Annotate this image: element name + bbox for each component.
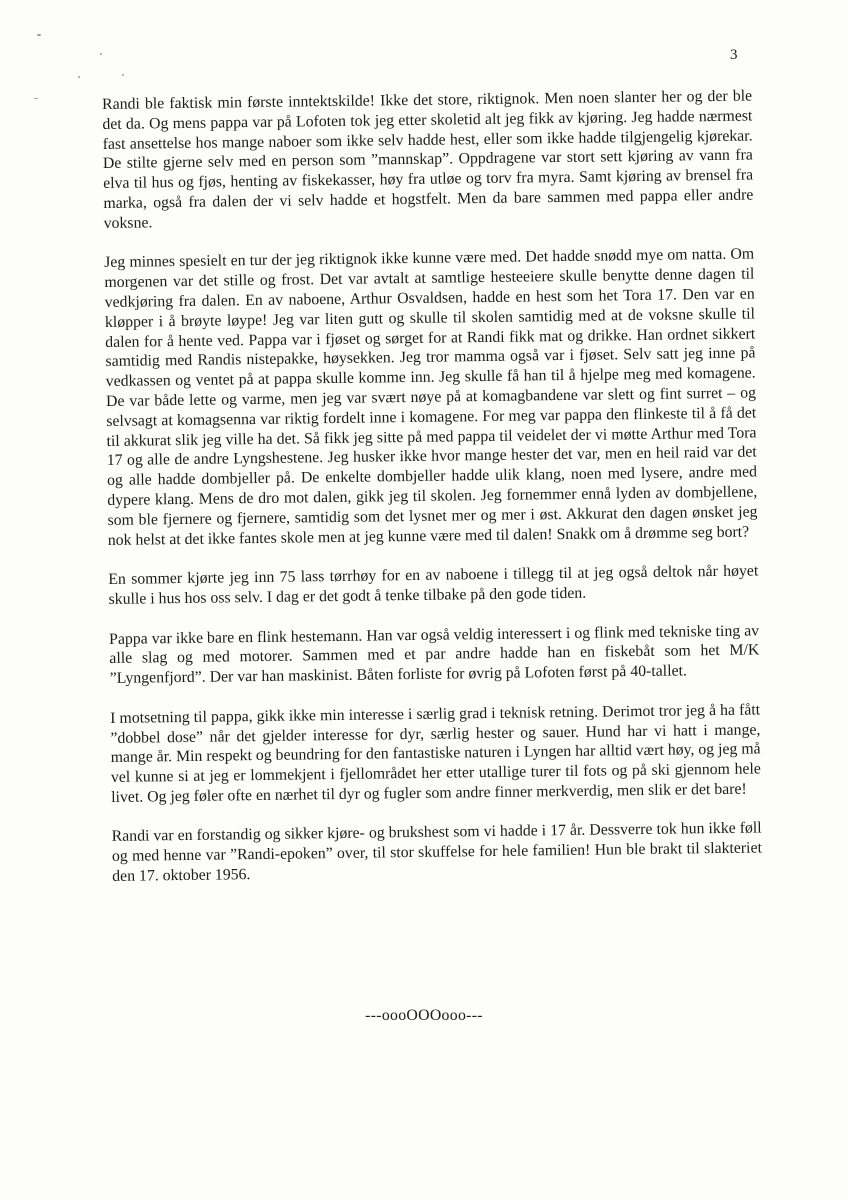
paragraph: Pappa var ikke bare en flink hestemann. Han var også veldig interessert i og flink med tekniske ting av alle slag og med motorer. Sammen med et par andre hadde han en fiskebåt som het M/K ”Lyngenfjord”. Der var han maskinist. Båten forliste for øvrig på Lofoten først på 40-tallet. (109, 621, 760, 688)
page-number: 3 (730, 47, 738, 63)
paragraph: En sommer kjørte jeg inn 75 lass tørrhøy for en av naboene i tillegg til at jeg også deltok når høyet skulle i hus hos oss selv. I dag er det godt å tenke tilbake på den gode tiden. (108, 562, 759, 608)
scan-speck (78, 76, 80, 78)
body-text (102, 86, 763, 906)
scan-speck (100, 53, 102, 55)
paragraph: Jeg minnes spesielt en tur der jeg riktignok ikke kunne være med. Det hadde snødd mye om natta. Om morgenen var det stille og frost. Det var avtalt at samtlige hesteeiere skulle benytte denne dagen til vedkjøring fra dalen. En av naboene, Arthur Osvaldsen, hadde en hest som het Tora 17. Den var en kløpper i å brøyte løype! Jeg var liten gutt og skulle til skolen samtidig med at de voksne skulle til dalen for å hente ved. Pappa var i fjøset og sørget for at Randi fikk mat og drikke. Han ordnet sikkert samtidig med Randis nistepakke, høysekken. Jeg tror mamma også var i fjøset. Selv satt jeg inne på vedkassen og ventet på at pappa skulle komme inn. Jeg skulle få han til å hjelpe meg med komagene. De var både lette og varme, men jeg var svært nøye på at komagbandene var slett og fint surret – og selvsagt at komagsenna var riktig fordelt inne i komagene. For meg var pappa den flinkeste til å få det til akkurat slik jeg ville ha det. Så fikk jeg sitte på med pappa til veidelet der vi møtte Arthur med Tora 17 og alle de andre Lyngshestene. Jeg husker ikke hvor mange hester det var, men en heil raid var det og alle hadde dombjeller på. De enkelte dombjeller hadde ulik klang, noen med lysere, andre med dypere klang. Mens de dro mot dalen, gikk jeg til skolen. Jeg fornemmer ennå lyden av dombjellene, som ble fjernere og fjernere, samtidig som det lysnet mer og mer i øst. Akkurat den dagen ønsket jeg nok helst at det ikke fantes skole men at jeg kunne være med til dalen! Snakk om å drømme seg bort? (104, 245, 758, 549)
paragraph: Randi ble faktisk min første inntektskilde! Ikke det store, riktignok. Men noen slanter her og der ble det da. Og mens pappa var på Lofoten tok jeg etter skoletid alt jeg fikk av kjøring. Jeg hadde nærmest fast ansettelse hos mange naboer som ikke selv hadde hest, eller som ikke hadde tilgjengelig kjørekar. De stilte gjerne selv med en person som ”mannskap”. Oppdragene var stort sett kjøring av vann fra elva til hus og fjøs, henting av fiskekasser, høy fra utløe og torv fra myra. Samt kjøring av brensel fra marka, også fra dalen der vi selv hadde et hogstfelt. Men da bare sammen med pappa eller andre voksne. (102, 87, 754, 232)
scan-speck (122, 74, 124, 76)
scan-speck (37, 34, 41, 36)
scan-speck (34, 98, 38, 99)
paragraph: I motsetning til pappa, gikk ikke min interesse i særlig grad i teknisk retning. Derimot tror jeg å ha fått ”dobbel dose” når det gjelder interesse for dyr, særlig hester og sauer. Hund har vi hatt i mange, mange år. Min respekt og beundring for den fantastiske naturen i Lyngen har alltid vært høy, og jeg må vel kunne si at jeg er lommekjent i fjellområdet her etter utallige turer til fots og på ski gjennom hele livet. Og jeg føler ofte en nærhet til dyr og fugler som andre finner merkverdig, men slik er det bare! (110, 701, 761, 806)
paragraph: Randi var en forstandig og sikker kjøre- og brukshest som vi hadde i 17 år. Dessverre tok hun ikke føll og med henne var ”Randi-epoken” over, til stor skuffelse for hele familien! Hun ble brakt til slakteriet den 17. oktober 1956. (111, 819, 763, 886)
closing-ornament: ---oooOOOooo--- (365, 1007, 483, 1024)
